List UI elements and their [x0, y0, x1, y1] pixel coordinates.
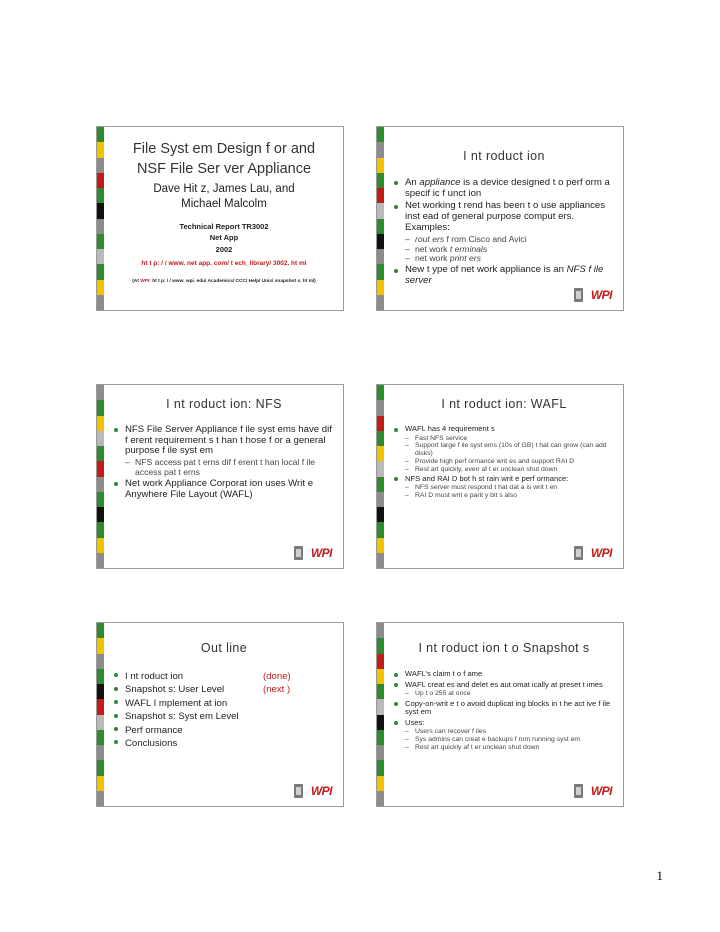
- slide-introduction-snapshots: [376, 622, 624, 807]
- outline-list: [113, 670, 335, 751]
- list-item: Net work Appliance Corporat ion uses Writ e Anywhere File Layout (WAFL): [113, 479, 335, 500]
- list-item: – NFS server must respond t hat dat a is writ t en: [405, 484, 615, 492]
- wpi-logo: WPI: [574, 544, 612, 562]
- list-item: – Users can recover f iles: [405, 728, 615, 736]
- bullet-list: [393, 670, 615, 753]
- list-item: NFS and RAI D bot h st rain writ e perf ormance: – NFS server must respond t hat dat a is writ t en – RAI D must writ e parit y bit s also: [393, 475, 615, 500]
- list-item: Conclusions: [113, 737, 335, 750]
- wpi-logo: WPI: [574, 782, 612, 800]
- decorative-strip: [377, 385, 384, 568]
- slide-introduction: [376, 126, 624, 311]
- title-line-2: NSF File Ser ver Appliance: [136, 161, 312, 177]
- list-item: – RAI D must writ e parit y bit s also: [405, 492, 615, 500]
- slide-heading: [111, 139, 337, 179]
- wpi-logo: WPI: [294, 782, 332, 800]
- slide-introduction-nfs: [96, 384, 344, 569]
- bullet-list: [393, 178, 615, 287]
- list-item: Net working t rend has been t o use appliances inst ead of general purpose comput ers. Examples: – rout ers f rom Cisco and Avici – net work t erminals – net work print ers: [393, 201, 615, 264]
- slide-heading: I nt roduct ion: [463, 149, 545, 163]
- slide-heading: Out line: [200, 641, 248, 655]
- list-item: WAFL’s claim t o f ame: [393, 670, 615, 679]
- list-item: NFS File Server Appliance f ile syst ems have dif f erent requirement s t han t hose f or a general purpose f ile syst em – NFS access pat t erns dif f erent t han local f ile access pat t erns: [113, 425, 335, 478]
- slide-introduction-wafl: [376, 384, 624, 569]
- list-item: An appliance is a device designed t o perf orm a specif ic f unct ion: [393, 178, 615, 199]
- list-item: – rout ers f rom Cisco and Avici: [405, 235, 615, 245]
- list-item: New t ype of net work appliance is an NFS f ile server: [393, 265, 615, 286]
- bullet-list: [113, 425, 335, 500]
- paper-url-link[interactable]: ht t p: / / www. net app. com/ t ech_library/ 3002. ht ml: [141, 260, 307, 267]
- list-item: Uses: – Users can recover f iles – Sys admins can creat e backups f rom running syst em – Rest art quickly af t er unclean shut down: [393, 719, 615, 752]
- list-item: WAFL creat es and delet es aut omat ically at preset t imes – Up t o 255 at once: [393, 681, 615, 698]
- list-item: – Sys admins can creat e backups f rom running syst em: [405, 736, 615, 744]
- list-item: – Rest art quickly, even af t er unclean shut down: [405, 466, 615, 474]
- slide-title: [96, 126, 344, 311]
- title-line-1: File Syst em Design f or and: [132, 141, 316, 157]
- decorative-strip: [97, 623, 104, 806]
- slide-heading: I nt roduct ion: WAFL: [441, 397, 567, 411]
- mirror-note: (At WPI: ht t p: / / www. wpi. edu/ Academics/ CCC/ Help/ Unix/ snapshot s. ht ml): [132, 279, 316, 284]
- bullet-list: [393, 425, 615, 501]
- authors: Dave Hit z, James Lau, and Michael Malcolm: [153, 183, 295, 210]
- list-item: – NFS access pat t erns dif f erent t han local f ile access pat t erns: [125, 458, 335, 478]
- list-item: WAFL has 4 requirement s – Fast NFS service – Support large f ile syst ems (10s of GB) t hat can grow (can add disks) – Provide high perf ormance writ es and support RAI D – Rest art quickly, even af t er unclean shut down: [393, 425, 615, 474]
- decorative-strip: [377, 623, 384, 806]
- wpi-logo: WPI: [294, 544, 332, 562]
- list-item: Perf ormance: [113, 724, 335, 737]
- list-item: – Provide high perf ormance writ es and support RAI D: [405, 458, 615, 466]
- page-number: 1: [656, 868, 663, 883]
- list-item: – Support large f ile syst ems (10s of GB) t hat can grow (can add disks): [405, 442, 615, 458]
- slide-heading: I nt roduct ion t o Snapshot s: [418, 641, 590, 655]
- slide-heading: I nt roduct ion: NFS: [166, 397, 282, 411]
- list-item: – net work t erminals: [405, 245, 615, 255]
- list-item: – net work print ers: [405, 254, 615, 264]
- list-item: Snapshot s: Syst em Level: [113, 710, 335, 723]
- decorative-strip: [97, 127, 104, 310]
- list-item: Snapshot s: User Level (next ): [113, 683, 335, 696]
- list-item: I nt roduct ion (done): [113, 670, 335, 683]
- list-item: WAFL I mplement at ion: [113, 697, 335, 710]
- decorative-strip: [97, 385, 104, 568]
- report-info: Technical Report TR3002 Net App 2002: [179, 222, 269, 254]
- decorative-strip: [377, 127, 384, 310]
- list-item: Copy-on-writ e t o avoid duplicat ing blocks in t he act ive f ile syst em: [393, 700, 615, 717]
- list-item: – Fast NFS service: [405, 435, 615, 443]
- wpi-logo: WPI: [574, 286, 612, 304]
- list-item: – Rest art quickly af t er unclean shut down: [405, 744, 615, 752]
- slide-outline: [96, 622, 344, 807]
- list-item: – Up t o 255 at once: [405, 690, 615, 698]
